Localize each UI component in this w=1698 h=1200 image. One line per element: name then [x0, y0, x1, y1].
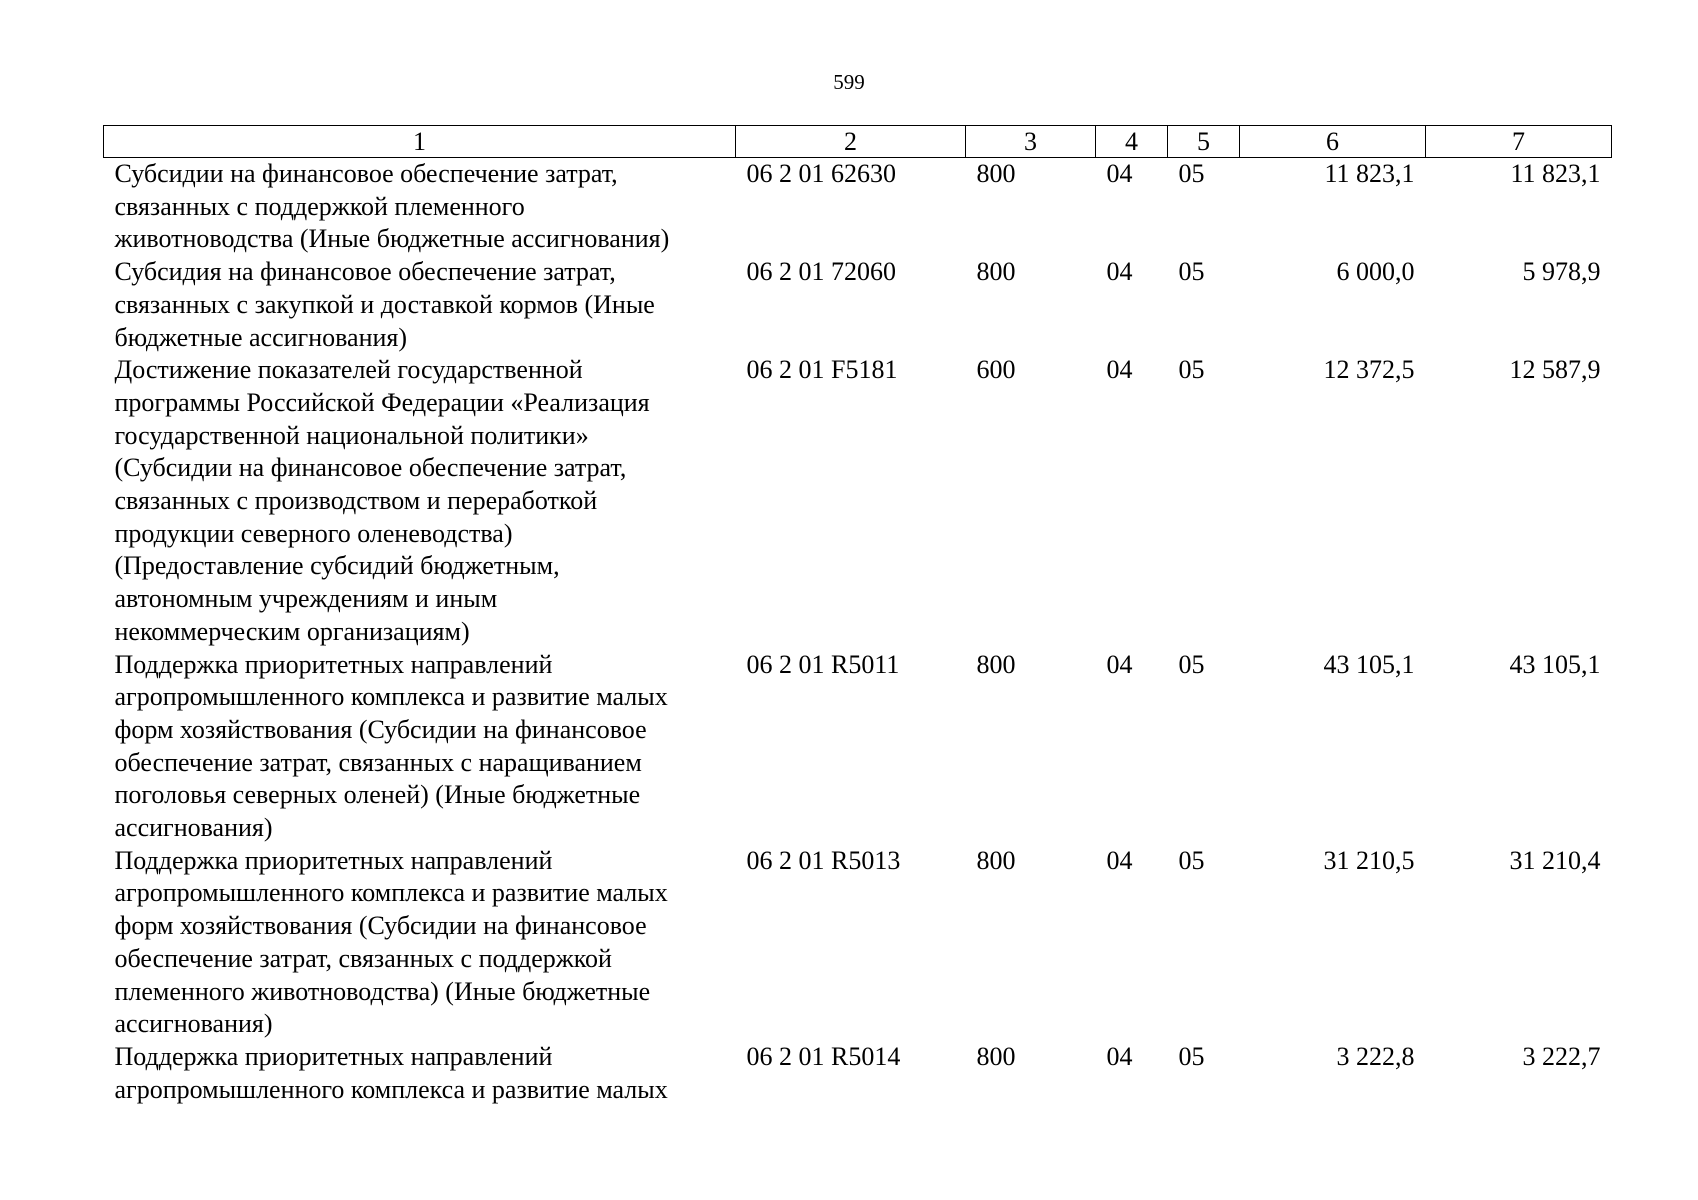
expense-type: 800 — [976, 159, 1016, 188]
row-description — [104, 649, 736, 845]
column-header: 7 — [1426, 126, 1612, 158]
section-code: 04 — [1106, 649, 1133, 679]
section-code: 04 — [1106, 355, 1133, 385]
subsection-code: 05 — [1178, 355, 1205, 385]
description-line: форм хозяйствования (Субсидии на финансовое — [114, 714, 647, 744]
column-header: 4 — [1096, 126, 1168, 158]
column-header: 5 — [1168, 126, 1240, 158]
expense-type: 800 — [976, 257, 1016, 287]
amount-column-6: 12 372,5 — [1323, 355, 1415, 385]
amount-column-6: 6 000,0 — [1336, 257, 1415, 287]
target-article-code: 06 2 01 R5014 — [746, 1041, 901, 1071]
target-article-code: 06 2 01 72060 — [746, 257, 896, 287]
column-header: 6 — [1240, 126, 1426, 158]
description-line: (Предоставление субсидий бюджетным, — [114, 551, 560, 581]
description-line: Субсидии на финансовое обеспечение затрат, — [114, 159, 618, 188]
description-line: связанных с закупкой и доставкой кормов (Иные — [114, 289, 655, 319]
table-header-row — [104, 126, 1612, 158]
description-line: ассигнования) — [114, 1009, 273, 1039]
budget-table — [103, 125, 1612, 1106]
amount-column-6: 3 222,8 — [1336, 1041, 1415, 1071]
subsection-code: 05 — [1178, 257, 1205, 287]
description-line: связанных с производством и переработкой — [114, 486, 598, 516]
row-description — [104, 354, 736, 648]
amount-column-6: 31 210,5 — [1323, 845, 1415, 875]
row-description — [104, 1041, 736, 1106]
description-line: поголовья северных оленей) (Иные бюджетные — [114, 780, 641, 810]
row-description — [104, 845, 736, 1041]
description-line: (Субсидии на финансовое обеспечение затрат, — [114, 453, 627, 483]
description-line: обеспечение затрат, связанных с поддержкой — [114, 943, 612, 973]
description-line: агропромышленного комплекса и развитие малых — [114, 1074, 668, 1104]
expense-type: 800 — [976, 649, 1016, 679]
expense-type: 800 — [976, 845, 1016, 875]
subsection-code: 05 — [1178, 649, 1205, 679]
target-article-code: 06 2 01 R5011 — [746, 649, 900, 679]
section-code: 04 — [1106, 1041, 1133, 1071]
description-line: агропромышленного комплекса и развитие малых — [114, 682, 668, 712]
amount-column-7: 5 978,9 — [1522, 257, 1601, 287]
table-row — [104, 1041, 1612, 1106]
table-row — [104, 158, 1612, 257]
description-line: ассигнования) — [114, 813, 273, 843]
amount-column-7: 31 210,4 — [1509, 845, 1601, 875]
table-row — [104, 256, 1612, 354]
description-line: Поддержка приоритетных направлений — [114, 845, 553, 875]
description-line: обеспечение затрат, связанных с наращиванием — [114, 747, 642, 777]
description-line: государственной национальной политики» — [114, 420, 589, 450]
target-article-code: 06 2 01 R5013 — [746, 845, 901, 875]
description-line: Поддержка приоритетных направлений — [114, 1041, 553, 1071]
description-line: Поддержка приоритетных направлений — [114, 649, 553, 679]
description-line: бюджетные ассигнования) — [114, 322, 408, 352]
description-line: племенного животноводства) (Иные бюджетные — [114, 976, 651, 1006]
target-article-code: 06 2 01 62630 — [746, 159, 896, 188]
amount-column-6: 11 823,1 — [1324, 159, 1415, 188]
section-code: 04 — [1106, 159, 1133, 188]
table-row — [104, 649, 1612, 845]
description-line: некоммерческим организациям) — [114, 616, 470, 646]
row-description — [104, 158, 736, 257]
description-line: агропромышленного комплекса и развитие малых — [114, 878, 668, 908]
description-line: автономным учреждениям и иным — [114, 584, 498, 614]
expense-type: 600 — [976, 355, 1016, 385]
subsection-code: 05 — [1178, 1041, 1205, 1071]
column-header: 2 — [736, 126, 966, 158]
table-body — [104, 158, 1612, 1107]
target-article-code: 06 2 01 F5181 — [746, 355, 898, 385]
table-row — [104, 354, 1612, 648]
page-number: 599 — [833, 70, 865, 94]
expense-type: 800 — [976, 1041, 1016, 1071]
description-line: форм хозяйствования (Субсидии на финансовое — [114, 911, 647, 941]
amount-column-7: 12 587,9 — [1509, 355, 1601, 385]
amount-column-6: 43 105,1 — [1323, 649, 1415, 679]
description-line: Субсидия на финансовое обеспечение затрат, — [114, 257, 616, 287]
subsection-code: 05 — [1178, 845, 1205, 875]
description-line: связанных с поддержкой племенного — [114, 191, 525, 221]
section-code: 04 — [1106, 845, 1133, 875]
column-header: 1 — [104, 126, 736, 158]
subsection-code: 05 — [1178, 159, 1205, 188]
table-row — [104, 845, 1612, 1041]
column-header: 3 — [966, 126, 1096, 158]
description-line: Достижение показателей государственной — [114, 355, 583, 385]
amount-column-7: 11 823,1 — [1510, 159, 1601, 188]
amount-column-7: 43 105,1 — [1509, 649, 1601, 679]
description-line: продукции северного оленеводства) — [114, 518, 513, 548]
description-line: животноводства (Иные бюджетные ассигнования) — [114, 224, 670, 254]
description-line: программы Российской Федерации «Реализация — [114, 387, 650, 417]
amount-column-7: 3 222,7 — [1522, 1041, 1601, 1071]
row-description — [104, 256, 736, 354]
section-code: 04 — [1106, 257, 1133, 287]
